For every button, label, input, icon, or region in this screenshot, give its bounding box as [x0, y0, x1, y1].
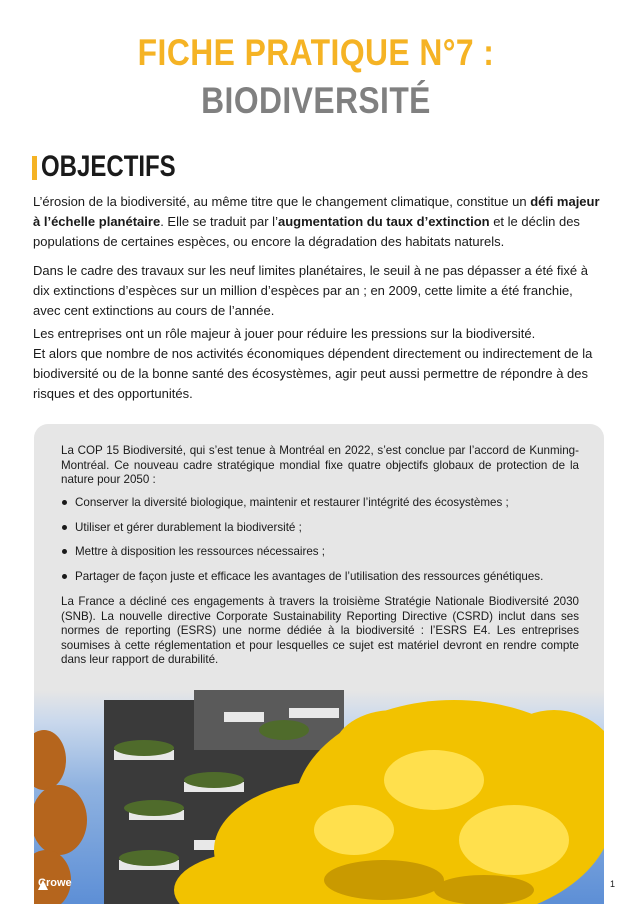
objective-item: Conserver la diversité biologique, maintenir et restaurer l’intégrité des écosystèmes ; — [61, 496, 591, 510]
objective-item: Partager de façon juste et efficace les avantages de l’utilisation des ressources génétiques. — [61, 570, 591, 584]
paragraph-erosion-part-c: . Elle se traduit par l’ — [160, 214, 278, 229]
paragraph-companies-line1: Les entreprises ont un rôle majeur à jouer pour réduire les pressions sur la biodiversité. — [33, 326, 536, 341]
page-number: 1 — [610, 879, 616, 889]
paragraph-erosion-part-a: L’érosion de la biodiversité, au même titre que le changement climatique, constitue un — [33, 194, 531, 209]
paragraph-erosion-part-e: et le déclin des populations de certaines espèces, ou encore la dégradation des habitats naturels. — [33, 214, 580, 249]
objective-item: Mettre à disposition les ressources nécessaires ; — [61, 545, 591, 559]
paragraph-erosion — [33, 192, 603, 252]
paragraph-erosion-bold-2: augmentation du taux d’extinction — [277, 214, 490, 229]
cop15-info-box — [34, 424, 604, 904]
france-snb-paragraph: La France a décliné ces engagements à travers la troisième Stratégie Nationale Biodiversité 2030 (SNB). La nouvelle directive Corporate Sustainability Reporting Directive (CSRD) inclut dans ses normes de reporting (ESRS) une norme dédiée à la biodiversité : l’ESRS E4. Les entreprises soumises à cette réglementation et pour lesquelles ce sujet est matériel devront en rendre compte dans leur rapport de durabilité. — [61, 595, 579, 666]
paragraph-planetary-limits: Dans le cadre des travaux sur les neuf limites planétaires, le seuil à ne pas dépasser a été fixé à dix extinctions d’espèces sur un million d’espèces par an ; en 2009, cette limite a été franchie, avec cent extinctions au cours de l’année. — [33, 263, 588, 318]
crowe-logo-text: Crowe — [38, 877, 72, 889]
section-title: OBJECTIFS — [41, 150, 176, 183]
objective-item: Utiliser et gérer durablement la biodiversité ; — [61, 521, 591, 535]
document-title-line2: BIODIVERSITÉ — [201, 80, 431, 121]
document-title-line1: FICHE PRATIQUE N°7 : — [137, 32, 495, 73]
paragraph-erosion-bold-1: défi majeur à l’échelle planétaire — [33, 194, 600, 229]
paragraph-companies — [33, 324, 603, 404]
paragraph-companies-line2: Et alors que nombre de nos activités économiques dépendent directement ou indirectement de la biodiversité ou de la bonne santé des écosystèmes, agir peut aussi permettre de répondre à des risques et des opportunités. — [33, 346, 593, 401]
section-accent-bar — [32, 156, 37, 180]
green-building-photo — [34, 690, 604, 904]
cop15-intro: La COP 15 Biodiversité, qui s’est tenue à Montréal en 2022, s’est conclue par l’accord de Kunming-Montréal. Ce nouveau cadre stratégique mondial fixe quatre objectifs globaux de protection de la nature pour 2050 : — [61, 444, 579, 486]
cop15-objectives-list — [61, 496, 591, 594]
